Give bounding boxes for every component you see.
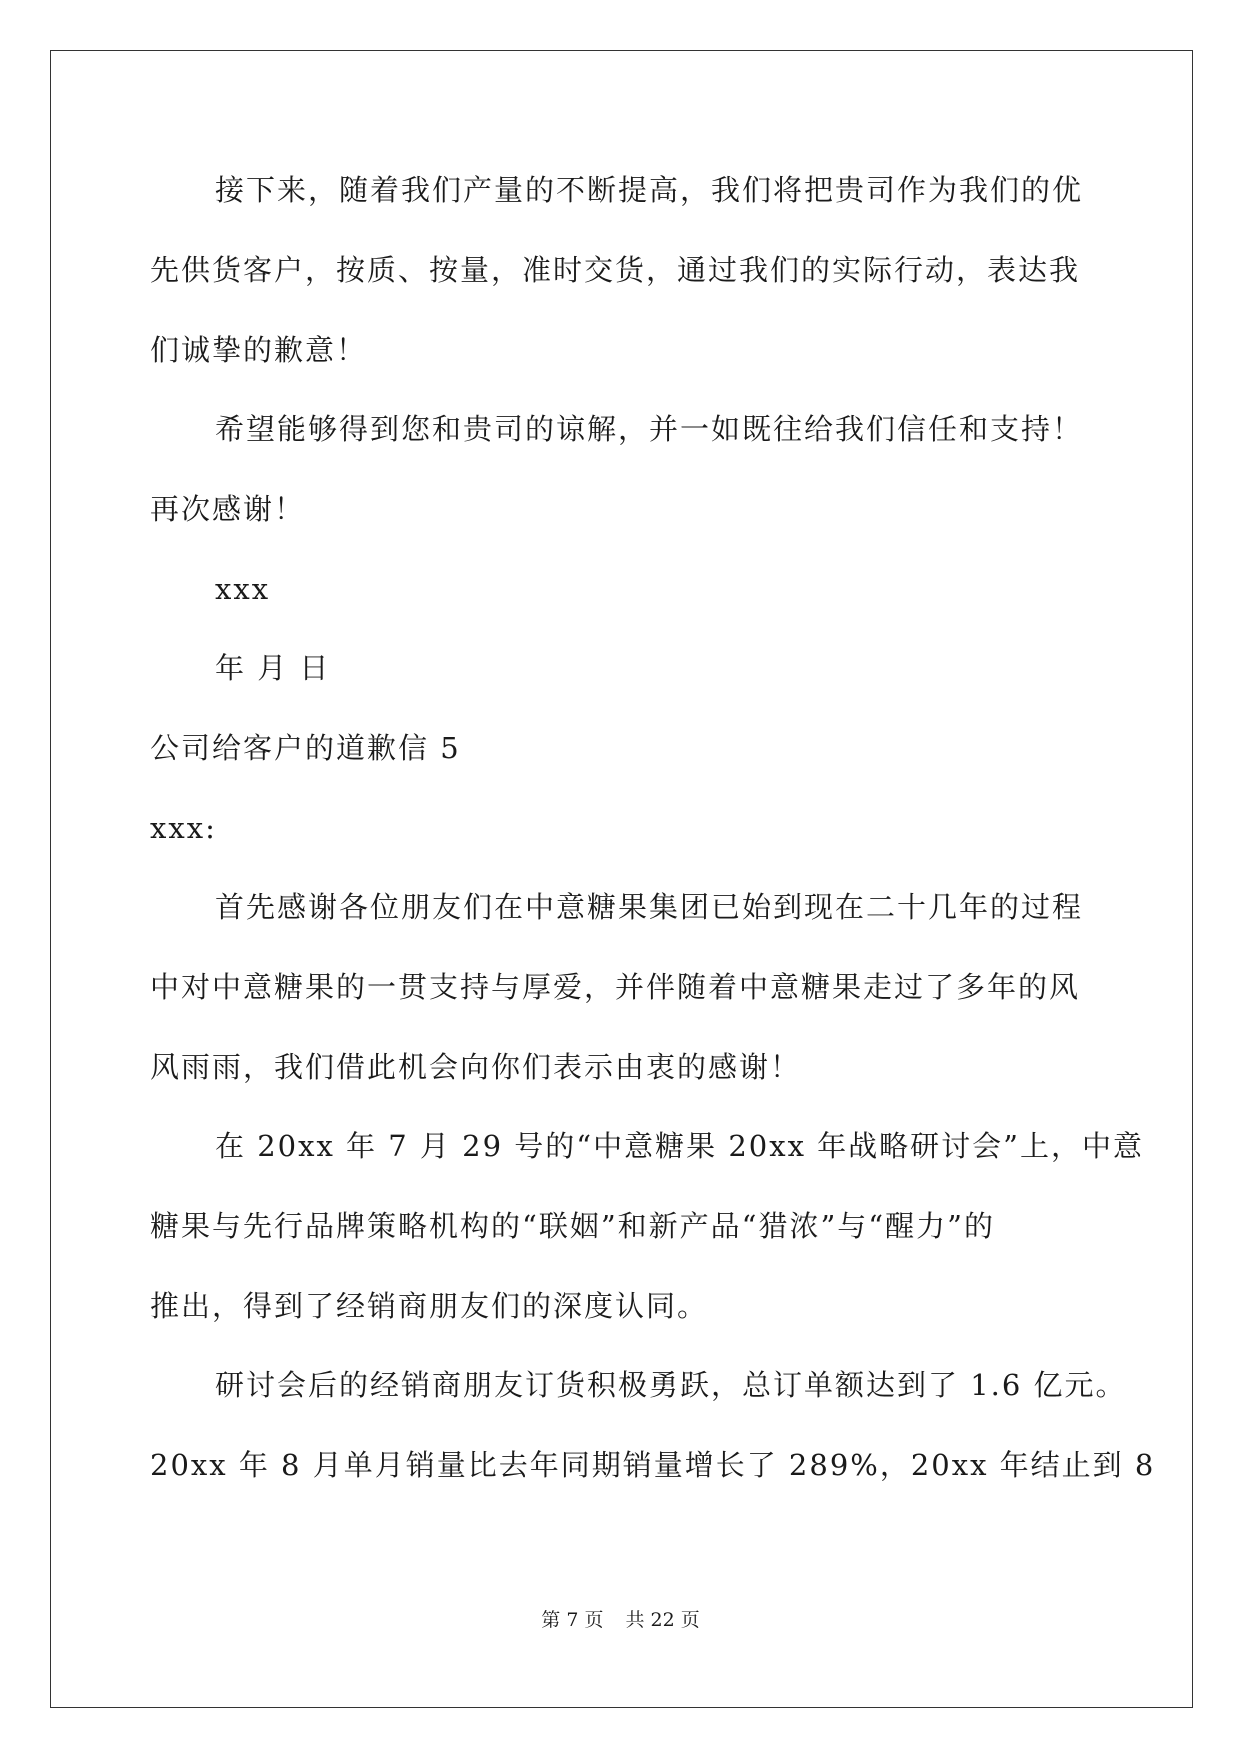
page-total: 共 22 页 <box>625 1609 700 1631</box>
signature-name: xxx <box>215 572 271 606</box>
paragraph-line: 们诚挚的歉意！ <box>150 333 368 367</box>
paragraph-line: 首先感谢各位朋友们在中意糖果集团已始到现在二十几年的过程 <box>215 890 1084 924</box>
paragraph-line: 先供货客户，按质、按量，准时交货，通过我们的实际行动，表达我 <box>150 253 1081 287</box>
paragraph-line: 20xx 年 8 月单月销量比去年同期销量增长了 289%，20xx 年结止到 8 <box>150 1448 1156 1482</box>
page-footer <box>0 1608 1241 1632</box>
salutation: xxx: <box>150 811 217 845</box>
paragraph-line: 接下来，随着我们产量的不断提高，我们将把贵司作为我们的优 <box>215 173 1084 207</box>
paragraph-line: 风雨雨，我们借此机会向你们表示由衷的感谢！ <box>150 1050 802 1084</box>
page-number: 第 7 页 <box>541 1609 604 1631</box>
paragraph-line: 再次感谢！ <box>150 492 306 526</box>
paragraph-line: 糖果与先行品牌策略机构的“联姻”和新产品“猎浓”与“醒力”的 <box>150 1209 995 1243</box>
paragraph-line: 研讨会后的经销商朋友订货积极勇跃，总订单额达到了 1.6 亿元。 <box>215 1368 1127 1402</box>
paragraph-line: 在 20xx 年 7 月 29 号的“中意糖果 20xx 年战略研讨会”上，中意 <box>215 1129 1144 1163</box>
paragraph-line: 希望能够得到您和贵司的谅解，并一如既往给我们信任和支持！ <box>215 412 1084 446</box>
paragraph-line: 推出，得到了经销商朋友们的深度认同。 <box>150 1289 709 1323</box>
signature-date: 年 月 日 <box>215 651 331 685</box>
paragraph-line: 中对中意糖果的一贯支持与厚爱，并伴随着中意糖果走过了多年的风 <box>150 970 1081 1004</box>
section-heading: 公司给客户的道歉信 5 <box>150 731 461 765</box>
